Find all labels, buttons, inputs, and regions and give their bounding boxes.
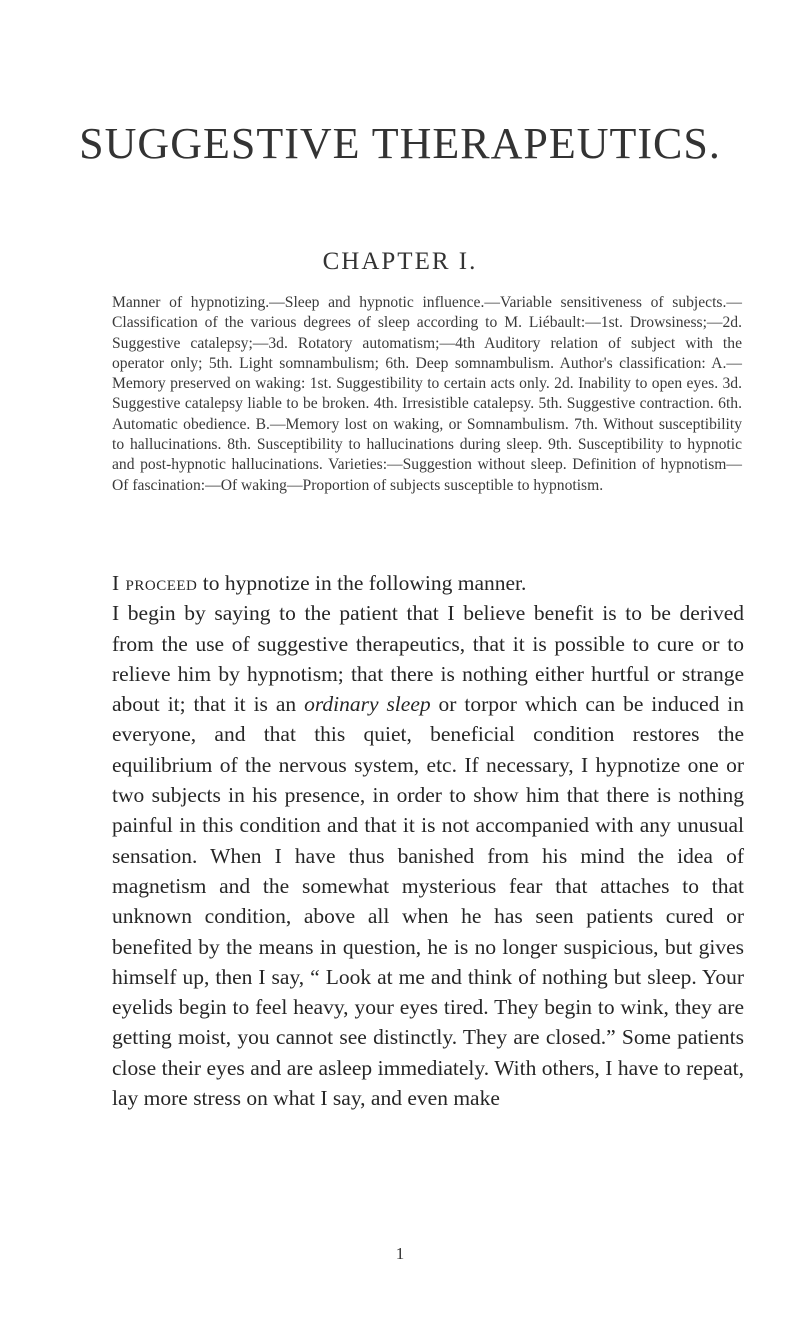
paragraph-2 [112,598,744,1113]
body-text [112,568,744,1113]
paragraph-2-text-b: or torpor which can be induced in everyone, and that this quiet, beneficial condition restores the equilibrium of the nervous system, etc. If necessary, I hypnotize one or two subjects in his presence, in order to show him that there is nothing painful in this condition and that it is not accompanied with any unusual sensation. When I have thus banished from his mind the idea of magnetism and the somewhat mysterious fear that attaches to that unknown condition, above all when he has seen patients cured or benefited by the means in question, he is no longer suspicious, but gives himself up, then I say, “ Look at me and think of nothing but sleep. Your eyelids begin to feel heavy, your eyes tired. They begin to wink, they are getting moist, you cannot see distinctly. They are closed.” Some patients close their eyes and are asleep immediately. With others, I have to repeat, lay more stress on what I say, and even make [112,692,744,1111]
paragraph-2-text-a: I begin by saying to the patient that I believe benefit is to be derived from the use of suggestive therapeutics, that it is possible to cure or to relieve him by hypnotism; that there is nothing either hurtful or strange about it; that it is an [112,601,744,717]
emphasis-ordinary-sleep: ordinary sleep [304,692,431,717]
page-number: 1 [395,1244,405,1263]
book-title: SUGGESTIVE THERAPEUTICS. [79,119,721,168]
paragraph-1 [112,568,744,598]
chapter-heading: CHAPTER I. [322,248,478,275]
paragraph-1-text: to hypnotize in the following manner. [197,571,527,595]
chapter-synopsis: Manner of hypnotizing.—Sleep and hypnotic influence.—Variable sensitiveness of subjects.—Classification of the various degrees of sleep according to M. Liébault:—1st. Drowsiness;—2d. Suggestive catalepsy;—3d. Rotatory automatism;—4th Auditory relation of subject with the operator only; 5th. Light somnambulism; 6th. Deep somnambulism. Author's classification: A.—Memory preserved on waking: 1st. Suggestibility to certain acts only. 2d. Inability to open eyes. 3d. Suggestive catalepsy liable to be broken. 4th. Irresistible catalepsy. 5th. Suggestive contraction. 6th. Automatic obedience. B.—Memory lost on waking, or Somnambulism. 7th. Without susceptibility to hallucinations. 8th. Susceptibility to hallucinations during sleep. 9th. Susceptibility to hypnotic and post-hypnotic hallucinations. Varieties:—Suggestion without sleep. Definition of hypnotism—Of fascination:—Of waking—Proportion of subjects susceptible to hypnotism. [112,294,742,494]
paragraph-lead-in: I proceed [112,571,198,595]
